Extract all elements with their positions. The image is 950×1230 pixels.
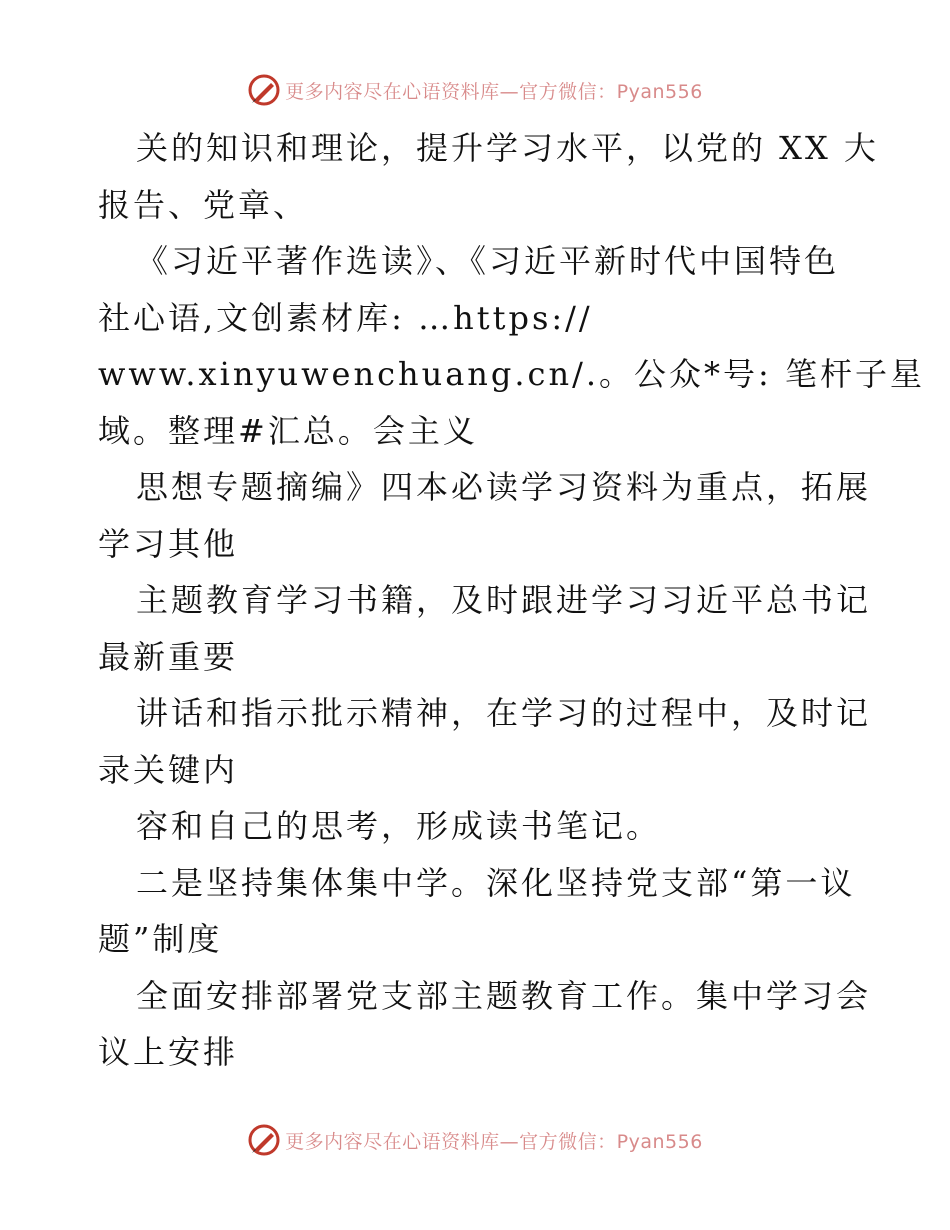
header-banner-text: 更多内容尽在心语资料库—官方微信：Pyan556 (285, 80, 703, 103)
text-line: 关的知识和理论，提升学习水平，以党的 XX 大 (136, 129, 879, 167)
text-line: 录关键内 (98, 750, 239, 789)
text-line: 最新重要 (98, 637, 239, 676)
text-line: 讲话和指示批示精神，在学习的过程中，及时记 (136, 694, 872, 732)
text-line: 议上安排 (98, 1033, 239, 1071)
text-line: 题”制度 (98, 920, 223, 958)
text-line: 主题教育学习书籍，及时跟进学习习近平总书记 (136, 581, 872, 619)
text-line: 报告、党章、 (98, 185, 309, 224)
text-line: 社心语,文创素材库: …https:// (98, 298, 593, 337)
text-line: www.xinyuwenchuang.cn/.。公众*号: 笔杆子星 (98, 355, 925, 393)
text-line: 全面安排部署党支部主题教育工作。集中学习会 (136, 976, 872, 1015)
text-line: 思想专题摘编》四本必读学习资料为重点，拓展 (136, 468, 872, 506)
text-line: 二是坚持集体集中学。深化坚持党支部“第一议 (136, 863, 856, 902)
footer-banner-text: 更多内容尽在心语资料库—官方微信：Pyan556 (285, 1130, 703, 1153)
pen-logo-icon (247, 1123, 281, 1157)
text-line: 容和自己的思考，形成读书笔记。 (136, 807, 662, 845)
pen-logo-icon (247, 73, 281, 107)
text-line: 学习其他 (98, 524, 239, 563)
text-line: 域。整理#汇总。会主义 (98, 411, 478, 450)
header-watermark-banner (0, 70, 950, 110)
footer-watermark-banner (0, 1120, 950, 1160)
document-body (98, 120, 925, 1081)
text-line: 《习近平著作选读》、《习近平新时代中国特色 (136, 242, 840, 280)
